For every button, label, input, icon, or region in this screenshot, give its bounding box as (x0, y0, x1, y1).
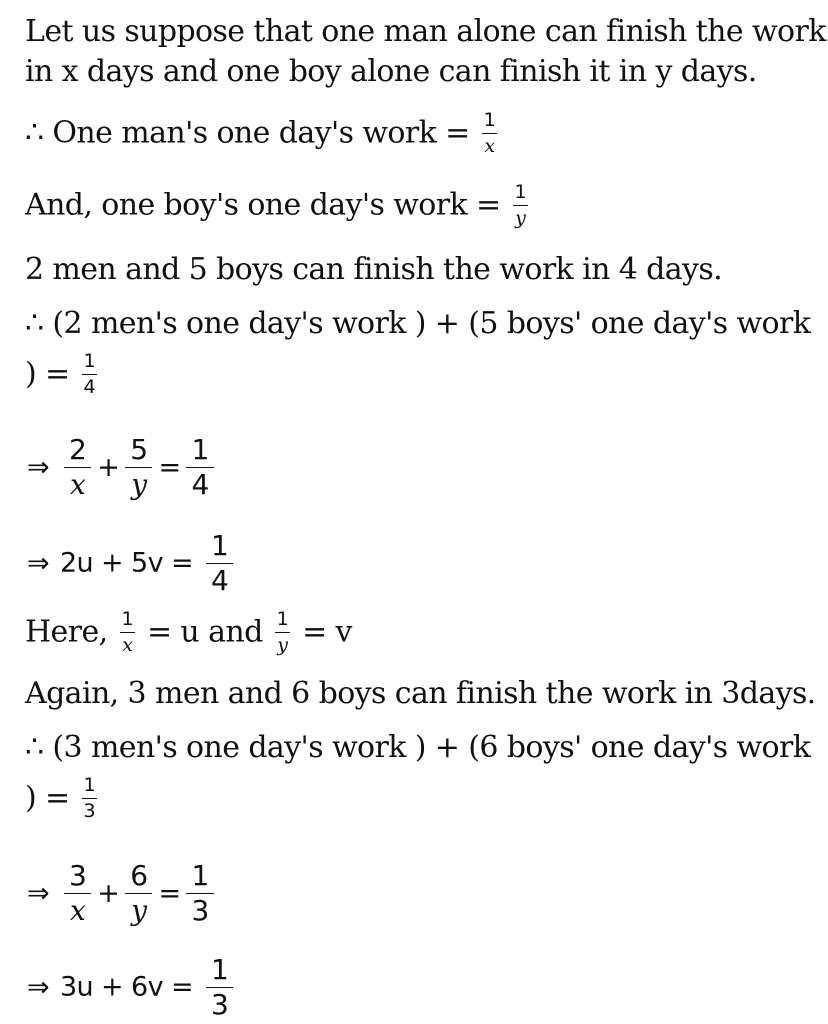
fraction-one-over-x-sub: $\frac{1}{x}$ (121, 608, 133, 656)
equation-fraction-2: ⇒ $\frac{3}{x}$ + $\frac{6}{y}$ = $\frac{1}{3}$ (25, 862, 218, 925)
condition-2-line: Again, 3 men and 6 boys can finish the work in 3days. (25, 676, 816, 711)
fraction-six-over-y: $\frac{6}{y}$ (125, 862, 152, 925)
man-work-line: ∴ One man's one day's work = $\frac{1}{x}$ (25, 109, 496, 157)
fraction-three-over-x: $\frac{3}{x}$ (64, 862, 91, 925)
sum-work-2-result: ) = $\frac{1}{3}$ (25, 774, 96, 822)
fraction-five-over-y: $\frac{5}{y}$ (125, 436, 152, 499)
equation-linear-2: ⇒ 3u + 6v = $\frac{1}{3}$ (25, 956, 237, 1019)
boy-work-line: And, one boy's one day's work = $\frac{1}{y}$ (25, 181, 526, 229)
fraction-one-over-y-sub: $\frac{1}{y}$ (276, 608, 289, 656)
fraction-one-over-four: $\frac{1}{4}$ (83, 350, 96, 398)
sum-work-2-line: ∴ (3 men's one day's work ) + (6 boys' one day's work (25, 730, 811, 765)
substitution-line: Here, $\frac{1}{x}$ = u and $\frac{1}{y}$ = v (25, 608, 352, 656)
intro-line-1: Let us suppose that one man alone can finish the work (25, 14, 826, 49)
equation-fraction-1: ⇒ $\frac{2}{x}$ + $\frac{5}{y}$ = $\frac{1}{4}$ (25, 436, 218, 499)
fraction-one-over-three-rhs: $\frac{1}{3}$ (206, 956, 233, 1019)
fraction-one-over-x: $\frac{1}{x}$ (483, 109, 496, 157)
fraction-one-over-three-big: $\frac{1}{3}$ (186, 862, 213, 925)
fraction-one-over-y: $\frac{1}{y}$ (514, 181, 526, 229)
sum-work-1-result: ) = $\frac{1}{4}$ (25, 350, 96, 398)
fraction-two-over-x: $\frac{2}{x}$ (64, 436, 91, 499)
fraction-one-over-four-rhs: $\frac{1}{4}$ (206, 532, 233, 595)
sum-work-1-line: ∴ (2 men's one day's work ) + (5 boys' one day's work (25, 306, 811, 341)
fraction-one-over-three: $\frac{1}{3}$ (83, 774, 96, 822)
condition-1-line: 2 men and 5 boys can finish the work in 4 days. (25, 252, 723, 287)
intro-line-2: in x days and one boy alone can finish it in y days. (25, 54, 757, 89)
fraction-one-over-four-big: $\frac{1}{4}$ (186, 436, 213, 499)
equation-linear-1: ⇒ 2u + 5v = $\frac{1}{4}$ (25, 532, 237, 595)
